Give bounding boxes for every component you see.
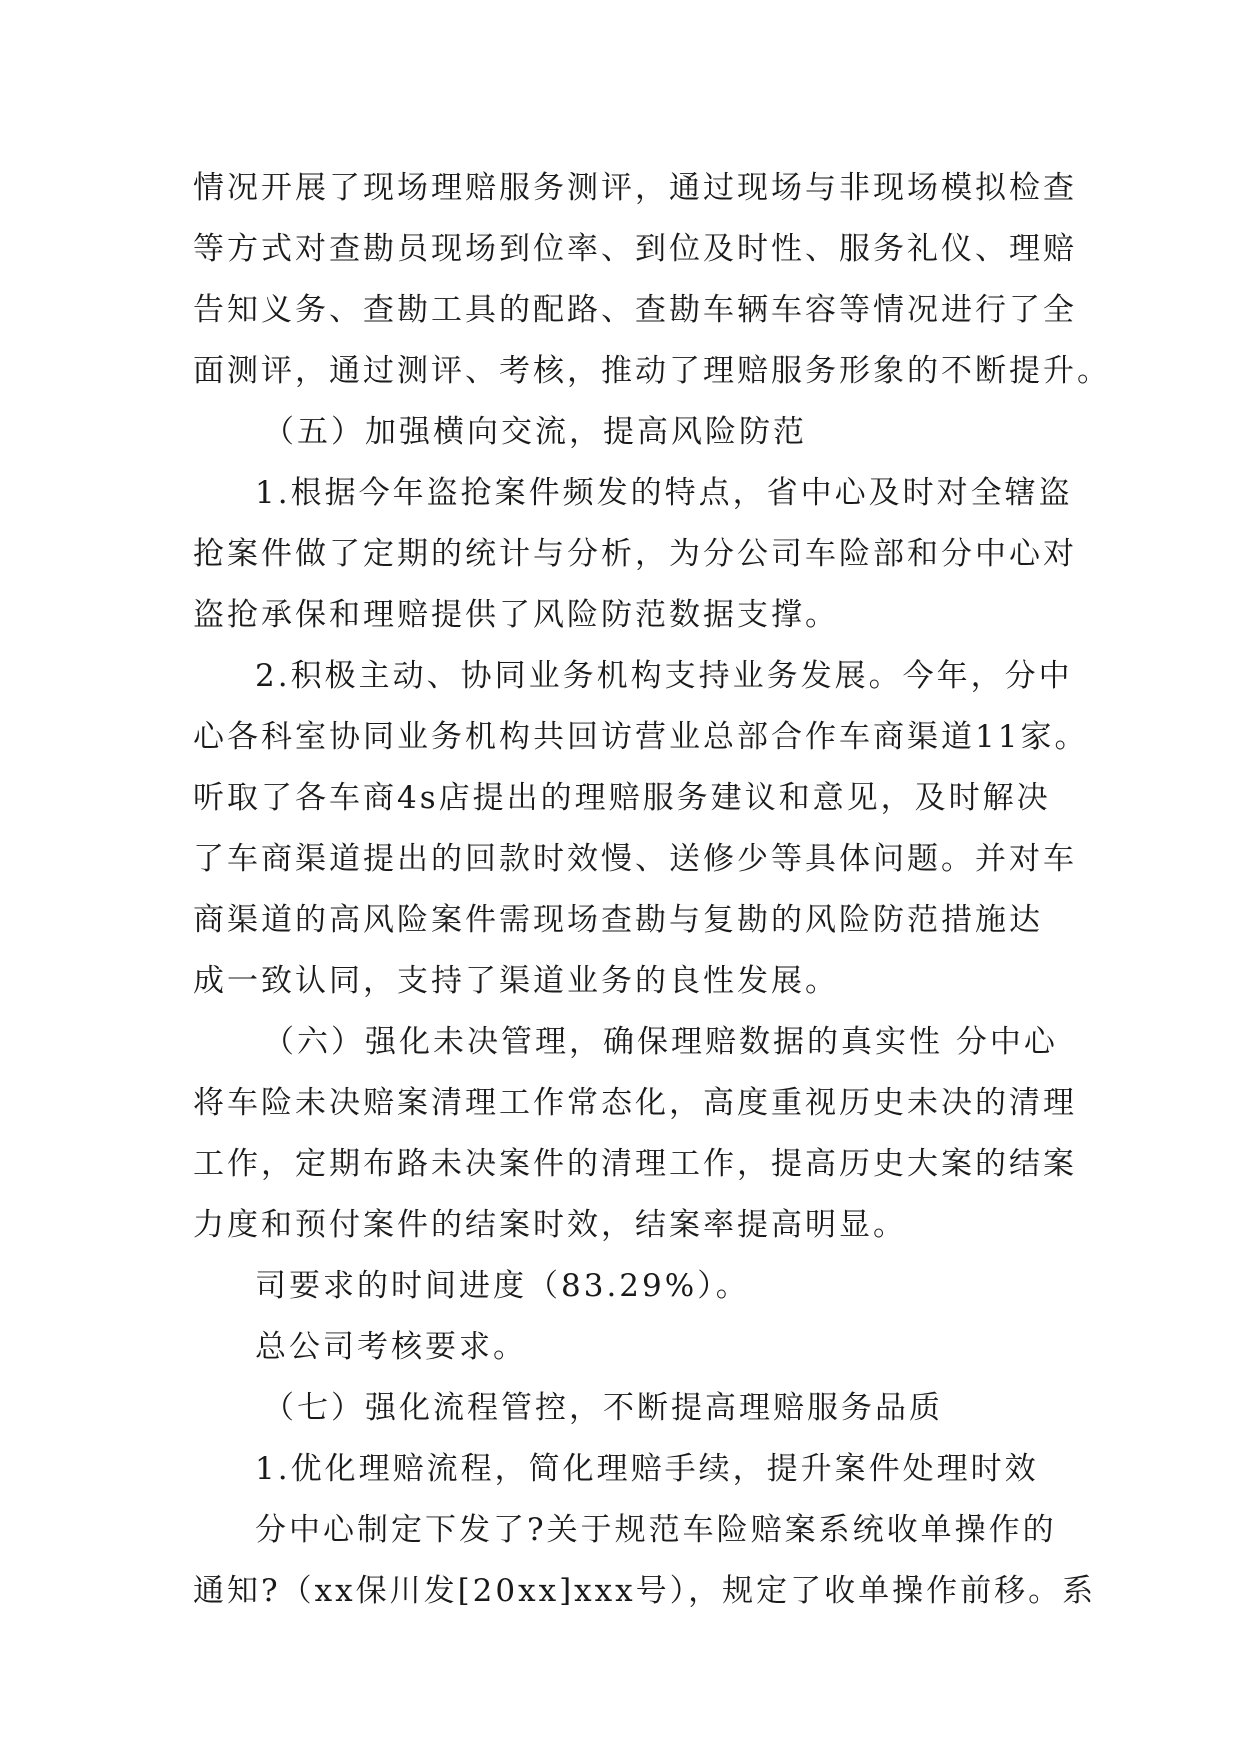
text-line: 将车险未决赔案清理工作常态化，高度重视历史未决的清理 <box>193 1085 1077 1121</box>
document-body <box>193 158 1111 1622</box>
text-line: （六）强化未决管理，确保理赔数据的真实性 分中心 <box>263 1024 1058 1060</box>
text-line: 总公司考核要求。 <box>255 1329 527 1365</box>
text-line: 商渠道的高风险案件需现场查勘与复勘的风险防范措施达 <box>193 902 1043 938</box>
text-line: 了车商渠道提出的回款时效慢、送修少等具体问题。并对车 <box>193 841 1077 877</box>
text-line: 抢案件做了定期的统计与分析，为分公司车险部和分中心对 <box>193 536 1077 572</box>
text-line: 告知义务、查勘工具的配路、查勘车辆车容等情况进行了全 <box>193 292 1077 328</box>
text-line: 1.优化理赔流程，简化理赔手续，提升案件处理时效 <box>255 1451 1039 1487</box>
text-line: 分中心制定下发了?关于规范车险赔案系统收单操作的 <box>255 1512 1057 1548</box>
text-line: 1.根据今年盗抢案件频发的特点，省中心及时对全辖盗 <box>255 475 1073 511</box>
text-line: 成一致认同，支持了渠道业务的良性发展。 <box>193 963 839 999</box>
text-line: 司要求的时间进度（83.29%）。 <box>255 1268 750 1304</box>
text-line: （七）强化流程管控，不断提高理赔服务品质 <box>263 1390 943 1426</box>
text-line: 心各科室协同业务机构共回访营业总部合作车商渠道11家。 <box>193 719 1089 755</box>
text-line: 面测评，通过测评、考核，推动了理赔服务形象的不断提升。 <box>193 353 1111 389</box>
text-line: 力度和预付案件的结案时效，结案率提高明显。 <box>193 1207 907 1243</box>
text-line: 2.积极主动、协同业务机构支持业务发展。今年，分中 <box>255 658 1073 694</box>
text-line: 通知?（xx保川发[20xx]xxx号），规定了收单操作前移。系 <box>193 1573 1097 1609</box>
text-line: 工作，定期布路未决案件的清理工作，提高历史大案的结案 <box>193 1146 1077 1182</box>
text-line: 等方式对查勘员现场到位率、到位及时性、服务礼仪、理赔 <box>193 231 1077 267</box>
text-line: 盗抢承保和理赔提供了风险防范数据支撑。 <box>193 597 839 633</box>
text-line: 情况开展了现场理赔服务测评，通过现场与非现场模拟检查 <box>193 170 1077 206</box>
text-line: （五）加强横向交流，提高风险防范 <box>263 414 807 450</box>
text-line: 听取了各车商4s店提出的理赔服务建议和意见，及时解决 <box>193 780 1051 816</box>
